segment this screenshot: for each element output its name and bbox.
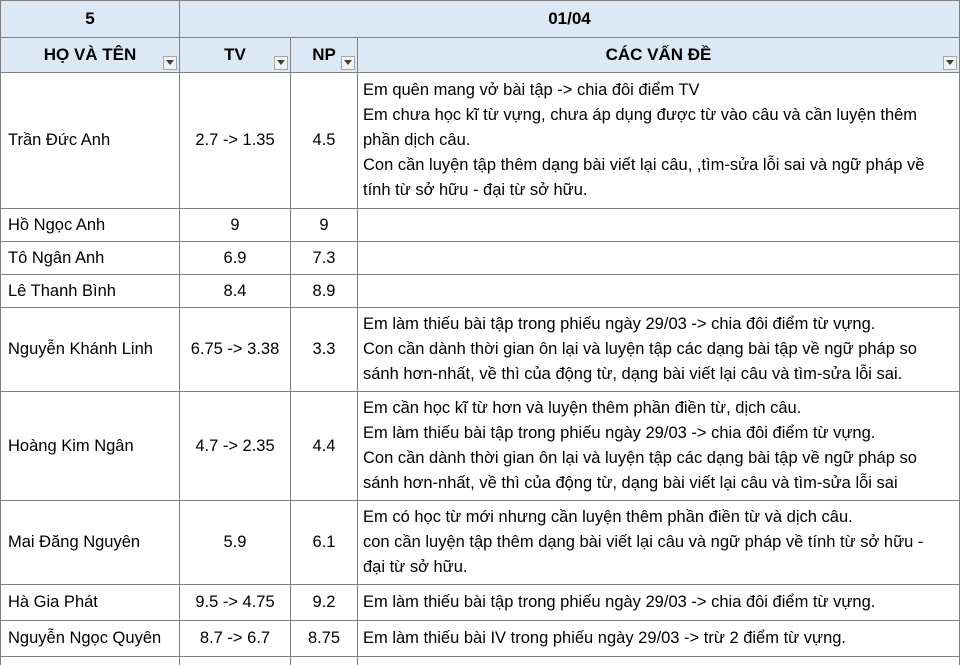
np-score-cell[interactable]: 4.5	[291, 73, 358, 209]
table-row	[1, 308, 960, 392]
table-row	[1, 275, 960, 308]
dropdown-arrow-icon	[277, 60, 285, 66]
student-name-cell[interactable]: Hoàng Kim Ngân	[1, 392, 180, 501]
table-row	[1, 209, 960, 242]
header-tv[interactable]	[180, 38, 291, 73]
student-name-cell[interactable]: Mai Đăng Nguyên	[1, 501, 180, 585]
date-header-cell[interactable]: 01/04	[180, 1, 960, 38]
issues-cell[interactable]	[358, 392, 960, 501]
table-row	[1, 73, 960, 209]
note-line: con cần luyện tập thêm dạng bài viết lại câu và ngữ pháp về tính từ sở hữu -	[363, 533, 924, 551]
tv-score-cell[interactable]: 6.75 -> 3.38	[180, 308, 291, 392]
issues-cell[interactable]	[358, 209, 960, 242]
note-line: Em có học từ mới nhưng cần luyện thêm phần điền từ và dịch câu.	[363, 508, 853, 526]
note-line: đại từ sở hữu.	[363, 558, 468, 576]
tv-score-cell[interactable]: 9.5 -> 4.75	[180, 585, 291, 621]
note-line: Em quên mang vở bài tập -> chia đôi điểm TV	[363, 81, 700, 99]
note-line: Con cần dành thời gian ôn lại và luyện tập các dạng bài tập về ngữ pháp so	[363, 340, 917, 358]
table-row	[1, 621, 960, 657]
header-issues[interactable]	[358, 38, 960, 73]
student-name-cell[interactable]: Lê Thanh Bình	[1, 275, 180, 308]
note-line: Em làm thiếu bài tập trong phiếu ngày 29/03 -> chia đôi điểm từ vựng.	[363, 593, 876, 611]
student-name-cell[interactable]: Nguyễn Khánh Linh	[1, 308, 180, 392]
tv-score-cell[interactable]: 6.9	[180, 242, 291, 275]
issues-cell[interactable]	[358, 501, 960, 585]
note-line: Em cần học kĩ từ hơn và luyện thêm phần điền từ, dịch câu.	[363, 399, 802, 417]
np-score-cell[interactable]: 9.2	[291, 585, 358, 621]
student-name-cell[interactable]: Hồ Ngọc Anh	[1, 209, 180, 242]
note-line: Con cần luyện tập thêm dạng bài viết lại câu, ,tìm-sửa lỗi sai và ngữ pháp về	[363, 156, 925, 174]
student-name-cell[interactable]: Trần Đức Anh	[1, 73, 180, 209]
tv-score-cell[interactable]: 8.7 -> 6.7	[180, 621, 291, 657]
note-line: Em chưa học kĩ từ vựng, chưa áp dụng được từ vào câu và cần luyện thêm	[363, 106, 918, 124]
issues-cell[interactable]	[358, 242, 960, 275]
note-line: tính từ sở hữu - đại từ sở hữu.	[363, 181, 588, 199]
dropdown-arrow-icon	[344, 60, 352, 66]
note-line: sánh hơn-nhất, về thì của động từ, dạng bài viết lại câu và tìm-sửa lỗi sai	[363, 474, 898, 492]
np-score-cell[interactable]: 8.75	[291, 621, 358, 657]
dropdown-arrow-icon	[166, 60, 174, 66]
note-line: sánh hơn-nhất, về thì của động từ, dạng bài viết lại câu và tìm-sửa lỗi sai.	[363, 365, 903, 383]
student-name-cell[interactable]: Tô Ngân Anh	[1, 242, 180, 275]
table-row	[1, 392, 960, 501]
issues-cell[interactable]	[358, 275, 960, 308]
filter-dropdown-np[interactable]	[341, 56, 355, 70]
tv-score-cell[interactable]: 2.7 -> 1.35	[180, 73, 291, 209]
header-np[interactable]	[291, 38, 358, 73]
note-line: Em làm thiếu bài IV trong phiếu ngày 29/03 -> trừ 2 điểm từ vựng.	[363, 629, 847, 647]
np-score-cell[interactable]: 4.4	[291, 392, 358, 501]
dropdown-arrow-icon	[946, 60, 954, 66]
student-name-cell[interactable]: Hà Gia Phát	[1, 585, 180, 621]
np-score-cell[interactable]: 6.1	[291, 501, 358, 585]
issues-cell[interactable]	[358, 73, 960, 209]
header-np-label: NP	[312, 45, 336, 64]
title-row	[1, 1, 960, 38]
np-score-cell[interactable]: 9	[291, 209, 358, 242]
empty-cell[interactable]	[180, 657, 291, 665]
column-header-row	[1, 38, 960, 73]
issues-cell[interactable]	[358, 308, 960, 392]
issues-cell[interactable]	[358, 621, 960, 657]
note-line: phần dịch câu.	[363, 131, 471, 149]
np-score-cell[interactable]: 8.9	[291, 275, 358, 308]
filter-dropdown-tv[interactable]	[274, 56, 288, 70]
header-name[interactable]	[1, 38, 180, 73]
table-row	[1, 242, 960, 275]
filter-dropdown-issues[interactable]	[943, 56, 957, 70]
filter-dropdown-name[interactable]	[163, 56, 177, 70]
group-number-cell[interactable]: 5	[1, 1, 180, 38]
student-name-cell[interactable]: Nguyễn Ngọc Quyên	[1, 621, 180, 657]
tv-score-cell[interactable]: 9	[180, 209, 291, 242]
header-issues-label: CÁC VẤN ĐỀ	[605, 45, 712, 64]
np-score-cell[interactable]: 3.3	[291, 308, 358, 392]
note-line: Con cần dành thời gian ôn lại và luyện tập các dạng bài tập về ngữ pháp so	[363, 449, 917, 467]
tv-score-cell[interactable]: 5.9	[180, 501, 291, 585]
table-row	[1, 501, 960, 585]
empty-cell[interactable]	[358, 657, 960, 665]
note-line: Em làm thiếu bài tập trong phiếu ngày 29/03 -> chia đôi điểm từ vựng.	[363, 315, 876, 333]
empty-cell[interactable]	[1, 657, 180, 665]
tv-score-cell[interactable]: 4.7 -> 2.35	[180, 392, 291, 501]
issues-cell[interactable]	[358, 585, 960, 621]
table-row-partial	[1, 657, 960, 665]
tv-score-cell[interactable]: 8.4	[180, 275, 291, 308]
empty-cell[interactable]	[291, 657, 358, 665]
np-score-cell[interactable]: 7.3	[291, 242, 358, 275]
table-row	[1, 585, 960, 621]
header-name-label: HỌ VÀ TÊN	[43, 45, 137, 64]
note-line: Em làm thiếu bài tập trong phiếu ngày 29/03 -> chia đôi điểm từ vựng.	[363, 424, 876, 442]
header-tv-label: TV	[224, 45, 246, 64]
